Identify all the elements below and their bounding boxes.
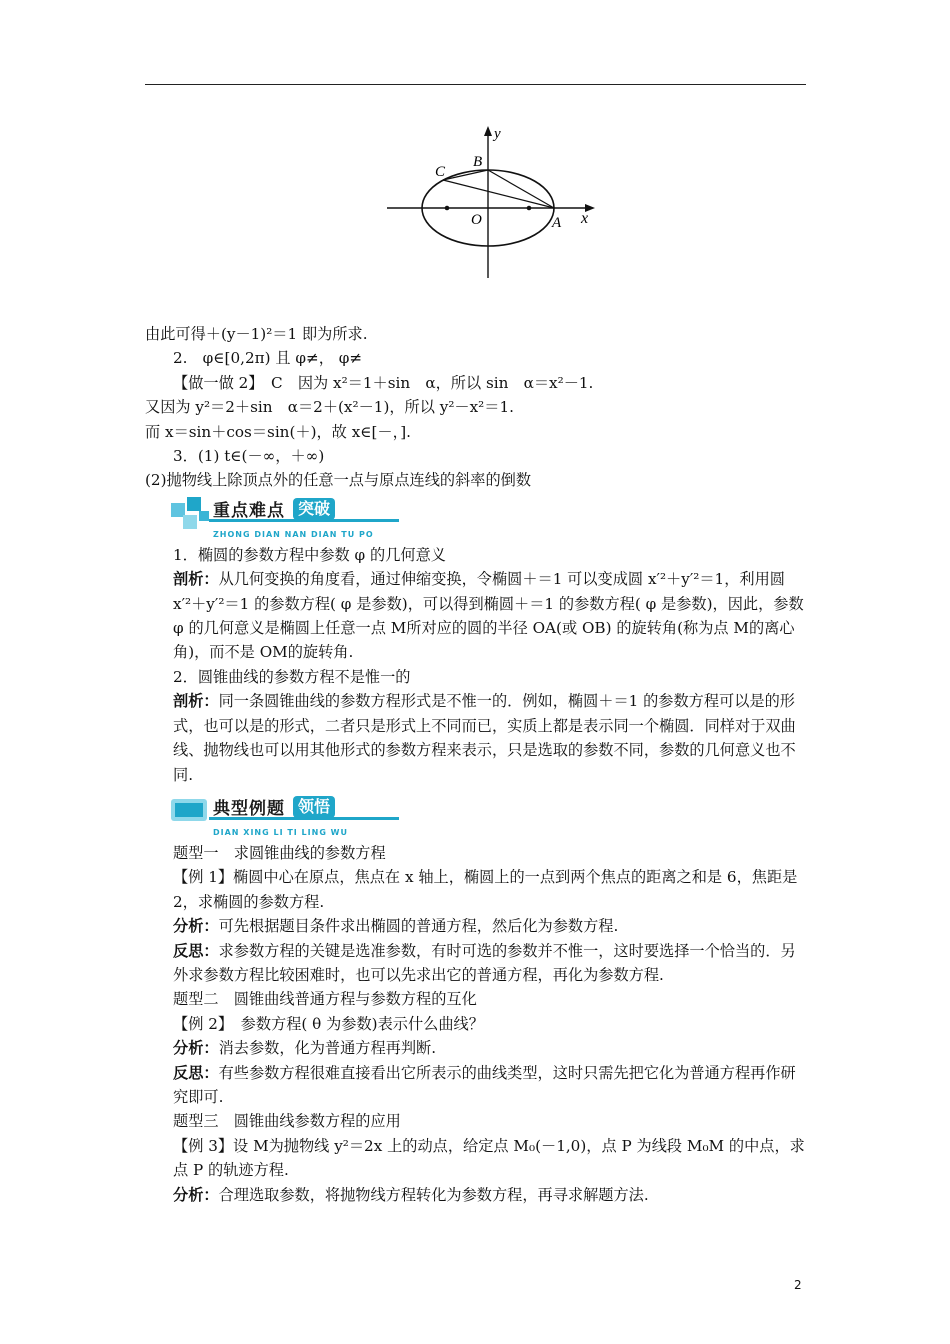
paragraph [173, 1183, 806, 1207]
label-analysis: 分析： [173, 917, 219, 936]
paragraph [173, 689, 806, 787]
label-O: O [471, 212, 482, 228]
paragraph-text: 有些参数方程很难直接看出它所表示的曲线类型，这时只需先把它化为普通方程再作研究即可. [173, 1063, 796, 1106]
text-line: 又因为 y²＝2＋sin α＝2＋(x²－1)，所以 y²－x²＝1. [145, 398, 514, 417]
label-x: x [581, 210, 589, 227]
paragraph [173, 567, 806, 665]
banner-highlight: 领悟 [293, 796, 335, 818]
example: 【例 3】设 M为抛物线 y²＝2x 上的动点，给定点 M₀(－1,0)，点 P 为线段 M₀M 的中点，求点 P 的轨迹方程. [173, 1136, 805, 1180]
label-C: C [435, 164, 446, 180]
label-reflection: 反思： [173, 941, 219, 960]
label-analysis: 分析： [173, 1039, 219, 1058]
label-y: y [494, 126, 501, 142]
label-reflection: 反思： [173, 1063, 219, 1082]
banner-title: 典型例题 [213, 798, 285, 819]
paragraph [173, 1061, 806, 1110]
banner-pinyin: ZHONG DIAN NAN DIAN TU PO [213, 529, 374, 539]
example: 【例 1】椭圆中心在原点，焦点在 x 轴上，椭圆上的一点到两个焦点的距离之和是 6，焦距是 2，求椭圆的参数方程. [173, 868, 798, 911]
label-B: B [473, 154, 483, 170]
header-rule [145, 84, 806, 85]
banner-pinyin: DIAN XING LI TI LING WU [213, 827, 348, 837]
label-analysis: 剖析： [173, 570, 219, 589]
banner-highlight: 突破 [293, 498, 335, 520]
label-analysis: 剖析： [173, 692, 219, 711]
paragraph-text: 消去参数，化为普通方程再判断. [218, 1039, 437, 1058]
text-line: 由此可得＋(y－1)²＝1 即为所求. [145, 325, 368, 343]
paragraph-text: 从几何变换的角度看，通过伸缩变换，令椭圆＋＝1 可以变成圆 x′²＋y′²＝1，利用圆 x′²＋y′²＝1 的参数方程( φ 是参数)，可以得到椭圆＋＝1 的参数方程( φ 是参数)，因此，参数 φ 的几何意义是椭圆上任意一点 M所对应的圆的半径 OA(或 OB) 的旋转角(称为点 M的离心角)，而不是 OM的旋转角. [173, 570, 804, 662]
page-number: 2 [794, 1278, 802, 1292]
paragraph-text: 合理选取参数，将抛物线方程转化为参数方程，再寻求解题方法. [218, 1185, 649, 1204]
banner-title: 重点难点 [213, 500, 285, 521]
paragraph [173, 914, 806, 938]
paragraph [173, 1036, 806, 1060]
text-line: 2. φ∈[0,2π) 且 φ≠， φ≠ [173, 349, 363, 368]
section-heading: 题型一 求圆锥曲线的参数方程 [173, 843, 386, 862]
paragraph [173, 939, 806, 988]
text-line: 3．(1) t∈(－∞，＋∞) [173, 447, 325, 466]
label-analysis: 分析： [173, 1185, 219, 1204]
paragraph-text: 求参数方程的关键是选准参数，有时可选的参数并不惟一，这时要选择一个恰当的．另外求参数方程比较困难时，也可以先求出它的普通方程，再化为参数方程. [173, 941, 796, 984]
text-line: 而 x＝sin＋cos＝sin(＋)，故 x∈[－，]. [145, 422, 411, 441]
document-body [145, 322, 806, 1207]
text-line: (2)抛物线上除顶点外的任意一点与原点连线的斜率的倒数 [145, 471, 532, 490]
ellipse-figure [385, 120, 605, 280]
paragraph-text: 可先根据题目条件求出椭圆的普通方程，然后化为参数方程. [218, 917, 619, 936]
section-heading: 2．圆锥曲线的参数方程不是惟一的 [173, 667, 411, 686]
paragraph-text: 同一条圆锥曲线的参数方程形式是不惟一的．例如，椭圆＋＝1 的参数方程可以是的形式，也可以是的形式，二者只是形式上不同而已，实质上都是表示同一个椭圆．同样对于双曲线、抛物线也可以用其他形式的参数方程来表示，只是选取的参数不同，参数的几何意义也不同. [173, 692, 796, 784]
section-banner-key-points [169, 493, 806, 539]
section-heading: 题型二 圆锥曲线普通方程与参数方程的互化 [173, 990, 477, 1009]
section-heading: 题型三 圆锥曲线参数方程的应用 [173, 1112, 401, 1131]
label-A: A [552, 215, 562, 231]
section-heading: 1．椭圆的参数方程中参数 φ 的几何意义 [173, 545, 446, 564]
text-line: 【做一做 2】 C 因为 x²＝1＋sin α，所以 sin α＝x²－1. [173, 373, 594, 392]
section-banner-examples [169, 791, 806, 837]
example: 【例 2】 参数方程( θ 为参数)表示什么曲线？ [173, 1014, 484, 1033]
